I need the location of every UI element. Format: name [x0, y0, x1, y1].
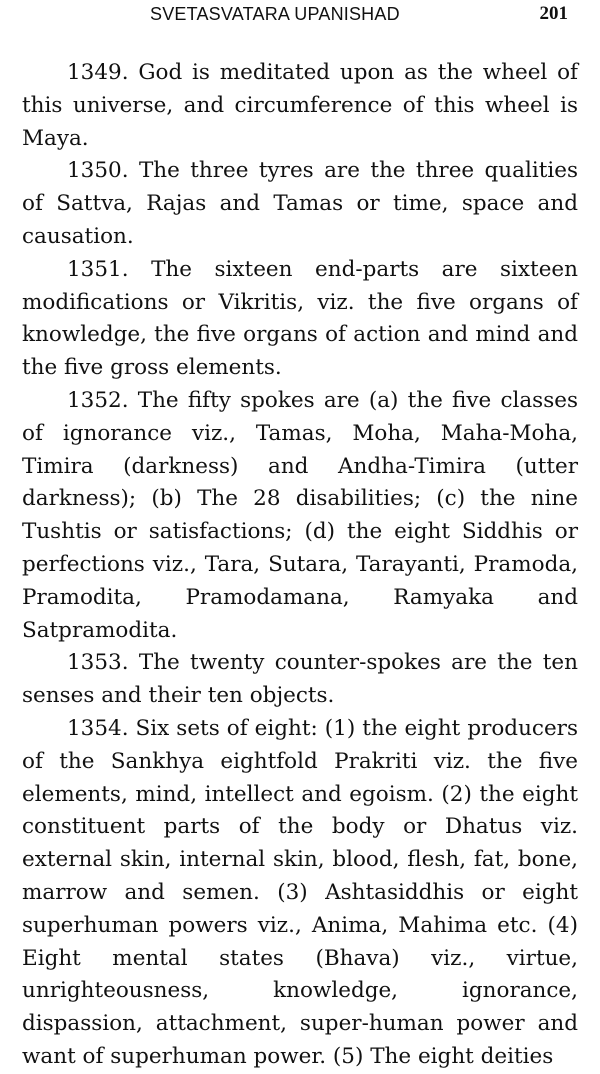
paragraph-1352: 1352. The fifty spokes are (a) the five classes of ignorance viz., Tamas, Moha, Maha-Moha, Timira (darkness) and Andha-Timira (utter darkness); (b) The 28 disabilities; (c) the nine Tushtis or satisfactions; (d) the eight Siddhis or perfections viz., Tara, Sutara, Tarayanti, Pramoda, Pramodita, Pramodamana, Ramyaka and Satpramodita. [22, 387, 578, 643]
page-body [22, 57, 578, 1074]
paragraph-1351: 1351. The sixteen end-parts are sixteen modifications or Vikritis, viz. the five organs of knowledge, the five organs of action and mind and the five gross elements. [22, 256, 578, 381]
paragraph-1350: 1350. The three tyres are the three qualities of Sattva, Rajas and Tamas or time, space and causation. [22, 158, 578, 249]
paragraph-1354: 1354. Six sets of eight: (1) the eight producers of the Sankhya eightfold Prakriti viz. the five elements, mind, intellect and egoism. (2) the eight constituent parts of the body or Dhatus viz. external skin, internal skin, blood, flesh, fat, bone, marrow and semen. (3) Ashtasiddhis or eight superhuman powers viz., Anima, Mahima etc. (4) Eight mental states (Bhava) viz., virtue, unrighteousness, knowledge, ignorance, dispassion, attachment, super-human power and want of superhuman power. (5) The eight deities [22, 715, 578, 1069]
paragraph-1349: 1349. God is meditated upon as the wheel of this universe, and circumference of this wheel is Maya. [22, 60, 578, 151]
running-header [0, 4, 600, 28]
page-number: 201 [539, 3, 568, 24]
header-title: SVETASVATARA UPANISHAD [150, 4, 400, 24]
paragraph-1353: 1353. The twenty counter-spokes are the ten senses and their ten objects. [22, 650, 578, 709]
